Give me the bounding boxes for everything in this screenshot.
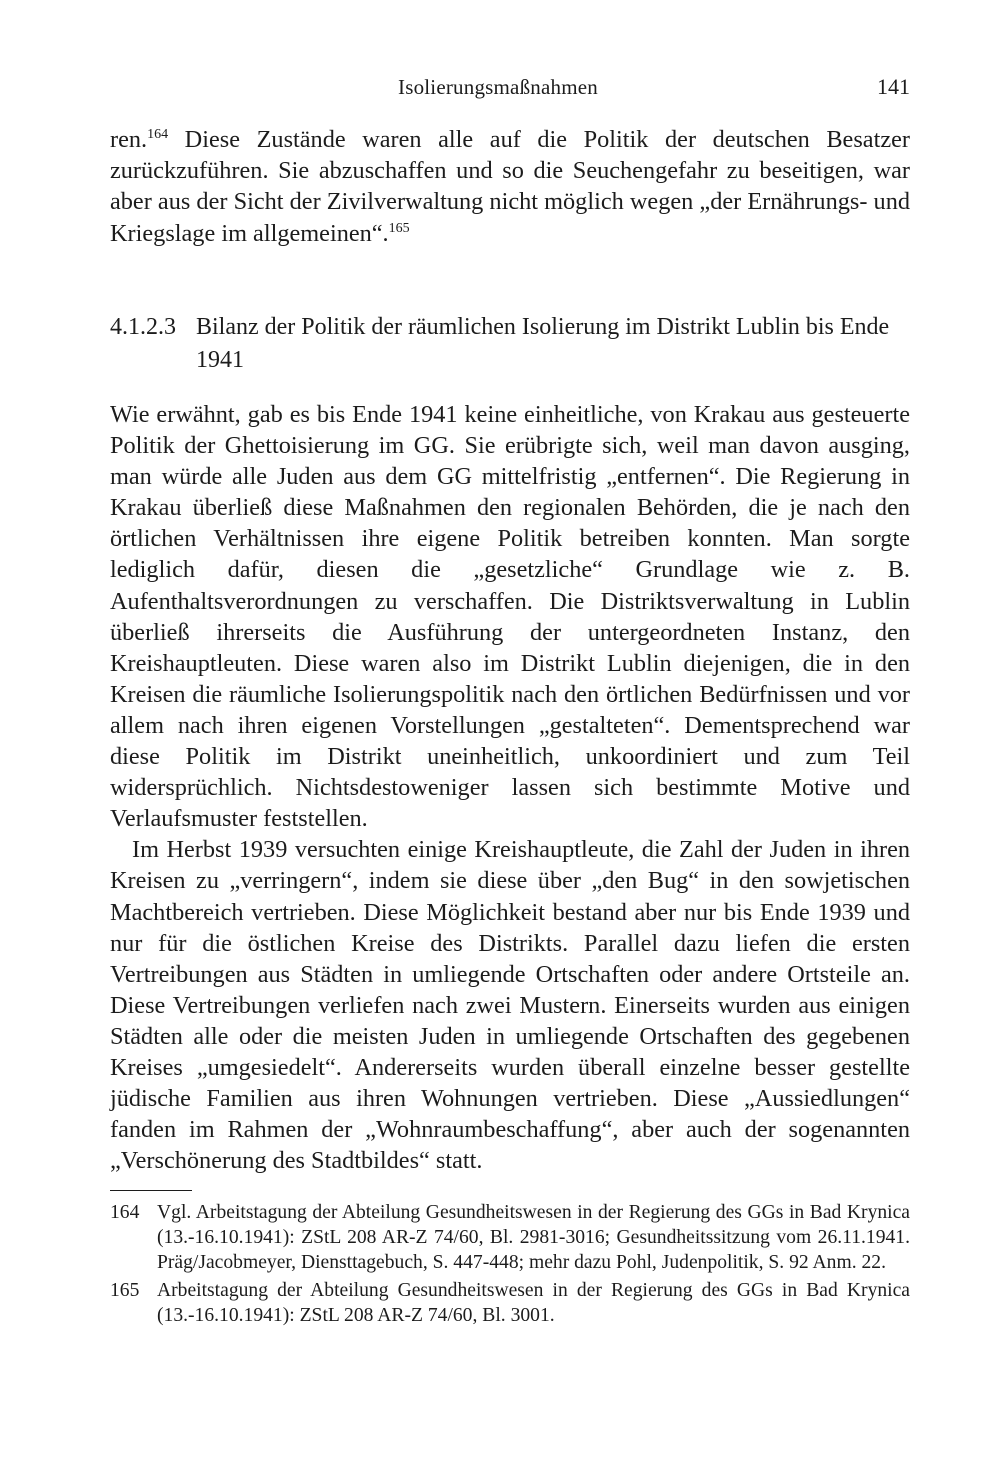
- section-heading: [110, 311, 910, 377]
- intro-paragraph: [110, 124, 910, 249]
- body-paragraph-1: Wie erwähnt, gab es bis Ende 1941 keine einheitliche, von Krakau aus gesteuerte Politik der Ghettoisierung im GG. Sie erübrigte sich, weil man davon ausging, man würde alle Juden aus dem GG mittelfristig „entfernen“. Die Regierung in Krakau überließ diese Maßnahmen den regionalen Behörden, die je nach den örtlichen Verhältnissen ihre eigene Politik betreiben konnten. Man sorgte lediglich dafür, diesen die „gesetzliche“ Grundlage wie z. B. Aufenthaltsverordnungen zu verschaffen. Die Distriktsverwaltung in Lublin überließ ihrerseits die Ausführung der untergeordneten Instanz, den Kreishauptleuten. Diese waren also im Distrikt Lublin diejenigen, die in den Kreisen die räumliche Isolierungspolitik nach den örtlichen Bedürfnissen und vor allem nach ihren eigenen Vorstellungen „gestalteten“. Dementsprechend war diese Politik im Distrikt uneinheitlich, unkoordiniert und zum Teil widersprüchlich. Nichtsdestoweniger lassen sich bestimmte Motive und Verlaufsmuster feststellen.: [110, 401, 910, 833]
- body-paragraph-2: Im Herbst 1939 versuchten einige Kreishauptleute, die Zahl der Juden in ihren Kreisen zu „verringern“, indem sie diese über „den Bug“ in den sowjetischen Machtbereich vertrieben. Diese Möglichkeit bestand aber nur bis Ende 1939 und nur für die östlichen Kreise des Distrikts. Parallel dazu liefen die ersten Vertreibungen aus Städten in umliegende Ortschaften oder andere Ortsteile an. Diese Vertreibungen verliefen nach zwei Mustern. Einerseits wurden aus einigen Städten alle oder die meisten Juden in umliegende Ortschaften des gegebenen Kreises „umgesiedelt“. Andererseits wurden überall einzelne besser gestellte jüdische Familien aus ihren Wohnungen vertrieben. Diese „Aussiedlungen“ fanden im Rahmen der „Wohnraumbeschaffung“, aber auch der sogenannten „Verschönerung des Stadtbildes“ statt.: [110, 836, 910, 1175]
- footnote-number: 164: [110, 1202, 140, 1223]
- footnotes: [110, 1200, 910, 1331]
- footnote-text: Vgl. Arbeitstagung der Abteilung Gesundheitswesen in der Regierung des GGs in Bad Krynica (13.-16.10.1941): ZStL 208 AR-Z 74/60, Bl. 2981-3016; Gesundheitssitzung vom 26.11.1941. Präg/Jacobmeyer, Diensttagebuch, S. 447-448; mehr dazu Pohl, Judenpolitik, S. 92 Anm. 22.: [157, 1202, 910, 1273]
- intro-paragraph-block: [110, 124, 910, 249]
- footnote-text: Arbeitstagung der Abteilung Gesundheitswesen in der Regierung des GGs in Bad Krynica (13.-16.10.1941): ZStL 208 AR-Z 74/60, Bl. 3001.: [157, 1280, 910, 1326]
- intro-text-b: Diese Zustände waren alle auf die Politik der deutschen Besatzer zurückzuführen. Sie abzuschaffen und so die Seuchengefahr zu beseitigen, war aber aus der Sicht der Zivilverwaltung nicht möglich wegen „der Ernährungs- und Kriegslage im allgemeinen“.: [110, 126, 910, 247]
- intro-text-a: ren.: [110, 126, 148, 153]
- footnote-ref-165: 165: [388, 220, 410, 236]
- section-title: Bilanz der Politik der räumlichen Isolierung im Distrikt Lublin bis Ende 1941: [196, 314, 890, 373]
- footnote-number: 165: [110, 1280, 140, 1301]
- page-header: [110, 72, 910, 102]
- section-number: 4.1.2.3: [110, 314, 176, 340]
- running-title: Isolierungsmaßnahmen: [398, 75, 598, 99]
- footnote-165: [110, 1278, 910, 1328]
- section-body: [110, 399, 910, 1176]
- footnote-ref-164: 164: [147, 127, 169, 142]
- footnote-divider: [110, 1190, 192, 1191]
- page-number: 141: [877, 74, 910, 99]
- footnote-164: [110, 1200, 910, 1275]
